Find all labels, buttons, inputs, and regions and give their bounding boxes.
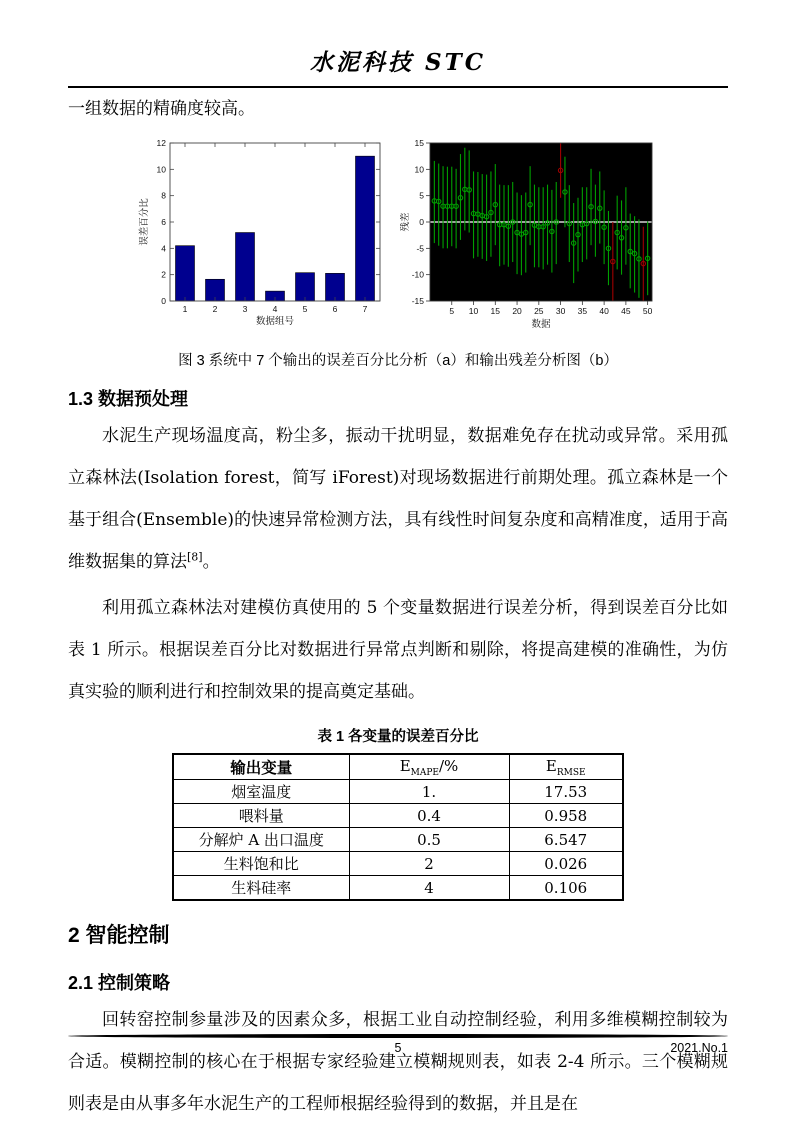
svg-text:误差百分比: 误差百分比: [139, 198, 150, 246]
svg-text:残差: 残差: [400, 212, 411, 232]
page-number: 5: [394, 1041, 402, 1055]
mape-cell: 1.: [349, 780, 509, 804]
bar-group-6: [326, 273, 345, 301]
issue-label: 2021.No.1: [670, 1041, 728, 1055]
heading-2: 2 智能控制: [68, 924, 170, 947]
table-row: [173, 852, 623, 876]
bar-group-3: [236, 233, 255, 301]
svg-text:6: 6: [332, 304, 338, 314]
paragraph-3: 回转窑控制参量涉及的因素众多，根据工业自动控制经验，利用多维模糊控制较为合适。模糊控制的核心在于根据专家经验建立模糊规则表，如表 2-4 所示。三个模糊规则表是由从事多年水泥生产的工程师根据经验得到的数据，并且是在: [68, 1010, 728, 1114]
svg-text:15: 15: [414, 138, 424, 148]
svg-text:5: 5: [419, 190, 424, 201]
reference-8: [8]: [187, 550, 203, 564]
table-row: [173, 876, 623, 901]
svg-text:-15: -15: [411, 296, 424, 306]
mape-cell: 0.5: [349, 828, 509, 852]
mape-cell: 4: [349, 876, 509, 901]
table-header-row: [173, 754, 623, 780]
svg-text:8: 8: [161, 190, 166, 201]
svg-text:数据: 数据: [531, 319, 551, 330]
svg-text:40: 40: [599, 306, 609, 316]
table1-body: [173, 780, 623, 901]
bar-group-5: [296, 273, 315, 301]
svg-text:10: 10: [156, 164, 166, 175]
intro-text: 一组数据的精确度较高。: [68, 99, 255, 119]
svg-text:10: 10: [468, 306, 479, 316]
rmse-cell: 0.106: [509, 876, 623, 901]
svg-text:30: 30: [555, 306, 566, 316]
svg-text:-10: -10: [411, 269, 424, 280]
svg-text:0: 0: [161, 296, 166, 306]
variable-cell: 分解炉 A 出口温度: [173, 828, 349, 852]
svg-text:7: 7: [362, 304, 368, 314]
bar-group-7: [356, 156, 375, 301]
footer-divider: [68, 1034, 728, 1038]
variable-cell: 生料饱和比: [173, 852, 349, 876]
svg-text:4: 4: [161, 243, 166, 254]
mape-cell: 0.4: [349, 804, 509, 828]
col-header-variable: 输出变量: [173, 754, 349, 780]
bar-chart-figure: [134, 135, 390, 335]
svg-text:0: 0: [419, 217, 424, 227]
page-footer: [68, 1034, 728, 1059]
bar-chart-svg: [134, 135, 390, 331]
table-row: [173, 780, 623, 804]
journal-title: 水泥科技 STC: [309, 49, 487, 76]
page-content: [68, 0, 728, 1125]
heading-1-3: 1.3 数据预处理: [68, 389, 189, 409]
paragraph-2: 利用孤立森林法对建模仿真使用的 5 个变量数据进行误差分析，得到误差百分比如表 1 所示。根据误差百分比对数据进行异常点判断和剔除，将提高建模的准确性，为仿真实验的顺利进行和控制效果的提高奠定基础。: [68, 598, 728, 702]
svg-text:4: 4: [272, 304, 278, 314]
table-1-title: 表 1 各变量的误差百分比: [317, 729, 479, 745]
rmse-cell: 6.547: [509, 828, 623, 852]
rmse-cell: 0.026: [509, 852, 623, 876]
col-header-mape: $E_{MAPE}/\%$: [349, 754, 509, 780]
rmse-cell: 17.53: [509, 780, 623, 804]
svg-text:3: 3: [242, 304, 248, 314]
header-divider: [68, 86, 728, 88]
svg-text:10: 10: [414, 164, 424, 175]
paragraph-1-text: 水泥生产现场温度高，粉尘多，振动干扰明显，数据难免存在扰动或异常。采用孤立森林法(Isolation forest，简写 iForest)对现场数据进行前期处理。孤立森林是一个基于组合(Ensemble)的快速异常检测方法，具有线性时间复杂度和高精准度，适用于高维数据集的算法: [68, 426, 728, 572]
figure-caption: 图 3 系统中 7 个输出的误差百分比分析（a）和输出残差分析图（b）: [178, 353, 618, 369]
svg-text:25: 25: [534, 306, 544, 316]
table-row: [173, 804, 623, 828]
paragraph-1: [68, 415, 728, 583]
svg-text:45: 45: [621, 306, 631, 316]
col-header-rmse: $E_{RMSE}$: [509, 754, 623, 780]
variable-cell: 烟室温度: [173, 780, 349, 804]
svg-text:数据组号: 数据组号: [255, 316, 295, 327]
rmse-cell: 0.958: [509, 804, 623, 828]
table-1: [172, 753, 624, 901]
svg-text:1: 1: [182, 304, 188, 314]
svg-text:5: 5: [302, 304, 308, 314]
svg-text:12: 12: [156, 138, 166, 148]
mape-cell: 2: [349, 852, 509, 876]
paragraph-1-end: 。: [202, 552, 220, 572]
variable-cell: 生料硅率: [173, 876, 349, 901]
svg-text:2: 2: [161, 269, 166, 280]
svg-text:20: 20: [512, 306, 522, 316]
svg-text:15: 15: [490, 306, 501, 316]
table-row: [173, 828, 623, 852]
figure-3: [68, 135, 728, 335]
svg-text:6: 6: [161, 217, 166, 227]
heading-2-1: 2.1 控制策略: [68, 973, 171, 993]
variable-cell: 喂料量: [173, 804, 349, 828]
svg-text:35: 35: [577, 306, 588, 316]
bar-group-1: [176, 246, 195, 301]
svg-text:50: 50: [642, 306, 653, 316]
residual-chart-figure: [400, 135, 662, 335]
svg-text:5: 5: [449, 306, 455, 316]
residual-chart-svg: [400, 135, 662, 331]
svg-text:-5: -5: [416, 243, 424, 254]
svg-text:2: 2: [212, 304, 218, 314]
